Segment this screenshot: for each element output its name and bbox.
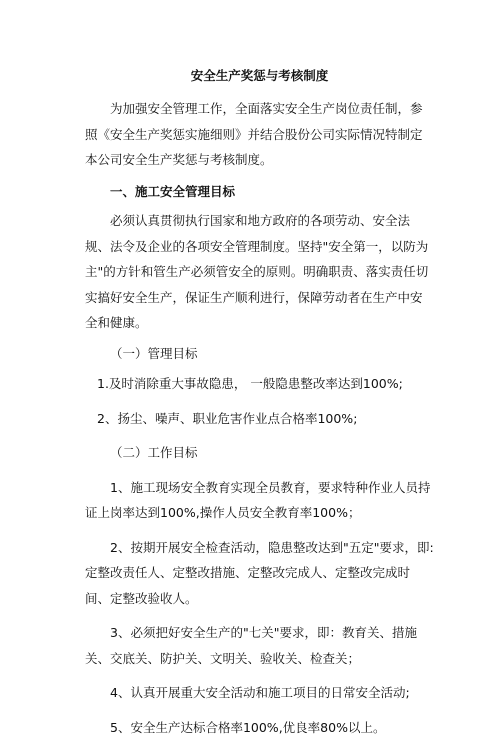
subsection-heading-management-goals: （一）管理目标 [85,341,434,367]
intro-paragraph: 为加强安全管理工作，全面落实安全生产岗位责任制，参照《安全生产奖惩实施细则》并结合股份公司实际情况特制定本公司安全生产奖惩与考核制度。 [85,96,434,173]
subsection-heading-work-goals: （二）工作目标 [85,440,434,466]
document-title: 安全生产奖惩与考核制度 [85,66,434,84]
list-item: 1.及时消除重大事故隐患， 一般隐患整改率达到100%; [85,371,434,397]
list-item: 3、必须把好安全生产的"七关"要求，即：教育关、措施关、交底关、防护关、文明关、验收关、检查关； [85,620,434,671]
list-item: 2、扬尘、噪声、职业危害作业点合格率100%; [85,406,434,432]
section-body-safety-goals: 必须认真贯彻执行国家和地方政府的各项劳动、安全法规、法令及企业的各项安全管理制度。坚持"安全第一，以防为主"的方针和管生产必须管安全的原则。明确职责、落实责任切实搞好安全生产，保证生产顺利进行，保障劳动者在生产中安全和健康。 [85,208,434,336]
list-item: 4、认真开展重大安全活动和施工项目的日常安全活动; [85,680,434,706]
list-item: 5、安全生产达标合格率100%,优良率80%以上。 [85,715,434,740]
list-item: 2、按期开展安全检查活动，隐患整改达到"五定"要求，即: 定整改责任人、定整改措施、定整改完成人、定整改完成时间、定整改验收人。 [85,535,434,612]
section-heading-safety-goals: 一、施工安全管理目标 [85,179,434,205]
list-item: 1、施工现场安全教育实现全员教育，要求特种作业人员持证上岗率达到100%,操作人员安全教育率100%； [85,475,434,526]
